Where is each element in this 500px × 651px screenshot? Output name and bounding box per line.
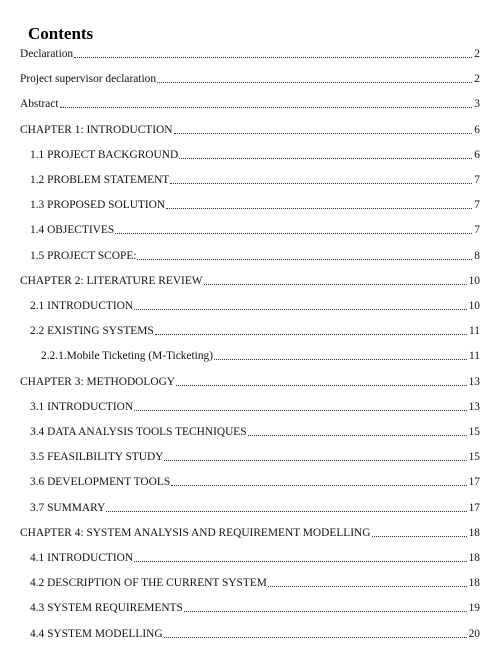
toc-entry-label: Abstract [20,98,59,111]
toc-entry[interactable] [30,171,480,187]
toc-entry[interactable] [20,121,480,137]
toc-entry-label: 1.3 PROPOSED SOLUTION [30,199,166,212]
toc-entry[interactable] [20,45,480,61]
toc-dot-leader [174,133,473,134]
toc-entry-page-number: 7 [474,199,480,212]
toc-entry[interactable] [30,146,480,162]
toc-entry[interactable] [30,221,480,237]
toc-entry-page-number: 18 [468,552,480,564]
toc-dot-leader [134,410,466,411]
toc-entry-page-number: 17 [468,501,480,514]
toc-entry[interactable] [30,398,480,414]
toc-dot-leader [248,435,467,436]
toc-entry[interactable] [30,297,480,313]
toc-dot-leader [74,57,472,58]
toc-entry-label: 4.3 SYSTEM REQUIREMENTS [30,602,183,615]
toc-dot-leader [164,460,466,461]
toc-entry[interactable] [30,423,480,439]
toc-dot-leader [204,284,467,285]
toc-entry-label: 2.1 INTRODUCTION [30,300,134,312]
toc-dot-leader [115,233,472,234]
toc-entry-label: 1.1 PROJECT BACKGROUND [30,148,179,161]
toc-entry[interactable] [30,473,480,489]
toc-entry[interactable] [20,70,480,86]
toc-dot-leader [164,637,467,638]
toc-entry[interactable] [30,322,480,338]
toc-dot-leader [268,586,467,587]
toc-entry-page-number: 7 [474,224,480,237]
toc-entry-page-number: 19 [468,602,480,615]
toc-entry-label: 4.4 SYSTEM MODELLING [30,627,163,640]
toc-entry-page-number: 8 [474,249,480,262]
toc-entry[interactable] [41,347,480,363]
toc-entry-page-number: 13 [468,375,480,388]
toc-dot-leader [171,485,466,486]
toc-entry-page-number: 13 [468,400,480,413]
toc-entry-label: 3.1 INTRODUCTION [30,400,134,413]
toc-entry-page-number: 11 [469,325,480,338]
toc-dot-leader [60,107,473,108]
toc-entry-label: 1.5 PROJECT SCOPE: [30,249,137,262]
toc-entry-page-number: 6 [474,148,480,161]
toc-entry-page-number: 18 [468,577,480,590]
toc-dot-leader [137,259,472,260]
toc-entry-label: CHAPTER 1: INTRODUCTION [20,123,173,136]
toc-entry-page-number: 7 [474,174,480,186]
toc-dot-leader [134,561,466,562]
toc-entry-label: 3.6 DEVELOPMENT TOOLS [30,476,171,489]
toc-entry-page-number: 6 [474,123,480,136]
toc-dot-leader [176,385,467,386]
toc-entry-label: 1.2 PROBLEM STATEMENT [30,174,170,186]
toc-entry-page-number: 3 [474,98,480,111]
toc-entry[interactable] [20,95,480,111]
toc-entry-label: 3.4 DATA ANALYSIS TOOLS TECHNIQUES [30,426,247,438]
toc-entry-label: CHAPTER 3: METHODOLOGY [20,375,176,388]
toc-entry-label: 4.1 INTRODUCTION [30,552,134,564]
toc-entry[interactable] [30,599,480,615]
toc-entry-page-number: 2 [474,48,480,60]
toc-entry[interactable] [20,524,480,540]
toc-entry-page-number: 2 [474,73,480,86]
toc-entry-page-number: 10 [468,274,480,287]
toc-entry-page-number: 18 [468,526,480,539]
toc-dot-leader [214,359,467,360]
toc-dot-leader [372,536,467,537]
toc-entry-label: 1.4 OBJECTIVES [30,224,115,237]
toc-dot-leader [170,183,472,184]
toc-entry-label: 3.7 SUMMARY [30,501,106,514]
toc-entry[interactable] [30,574,480,590]
toc-dot-leader [166,208,472,209]
toc-entry-label: 3.5 FEASILBILITY STUDY [30,451,164,464]
toc-dot-leader [106,511,466,512]
toc-entry[interactable] [30,196,480,212]
toc-entry[interactable] [30,625,480,641]
toc-entry[interactable] [20,272,480,288]
toc-entry-page-number: 15 [468,451,480,464]
toc-entry-label: CHAPTER 2: LITERATURE REVIEW [20,274,203,287]
toc-entry-label: Project supervisor declaration [20,73,157,86]
toc-dot-leader [157,82,472,83]
toc-entry-page-number: 10 [468,300,480,312]
toc-entry-label: 2.2 EXISTING SYSTEMS [30,325,154,338]
toc-entry[interactable] [20,373,480,389]
toc-entry-label: Declaration [20,48,74,60]
toc-entry-label: 2.2.1.Mobile Ticketing (M-Ticketing) [41,350,214,363]
toc-entry[interactable] [30,499,480,515]
toc-dot-leader [184,611,467,612]
toc-entry-page-number: 20 [468,627,480,640]
toc-entry-page-number: 17 [468,476,480,489]
toc-entry-label: CHAPTER 4: SYSTEM ANALYSIS AND REQUIREMENT MODELLING [20,526,371,539]
toc-title: Contents [28,24,94,43]
toc-entry[interactable] [30,549,480,565]
toc-dot-leader [134,309,466,310]
toc-entry-page-number: 15 [468,426,480,438]
toc-dot-leader [155,334,467,335]
toc-entry[interactable] [30,448,480,464]
toc-entry[interactable] [30,247,480,263]
toc-dot-leader [179,158,472,159]
toc-entry-page-number: 11 [469,350,480,363]
toc-entry-label: 4.2 DESCRIPTION OF THE CURRENT SYSTEM [30,577,267,590]
